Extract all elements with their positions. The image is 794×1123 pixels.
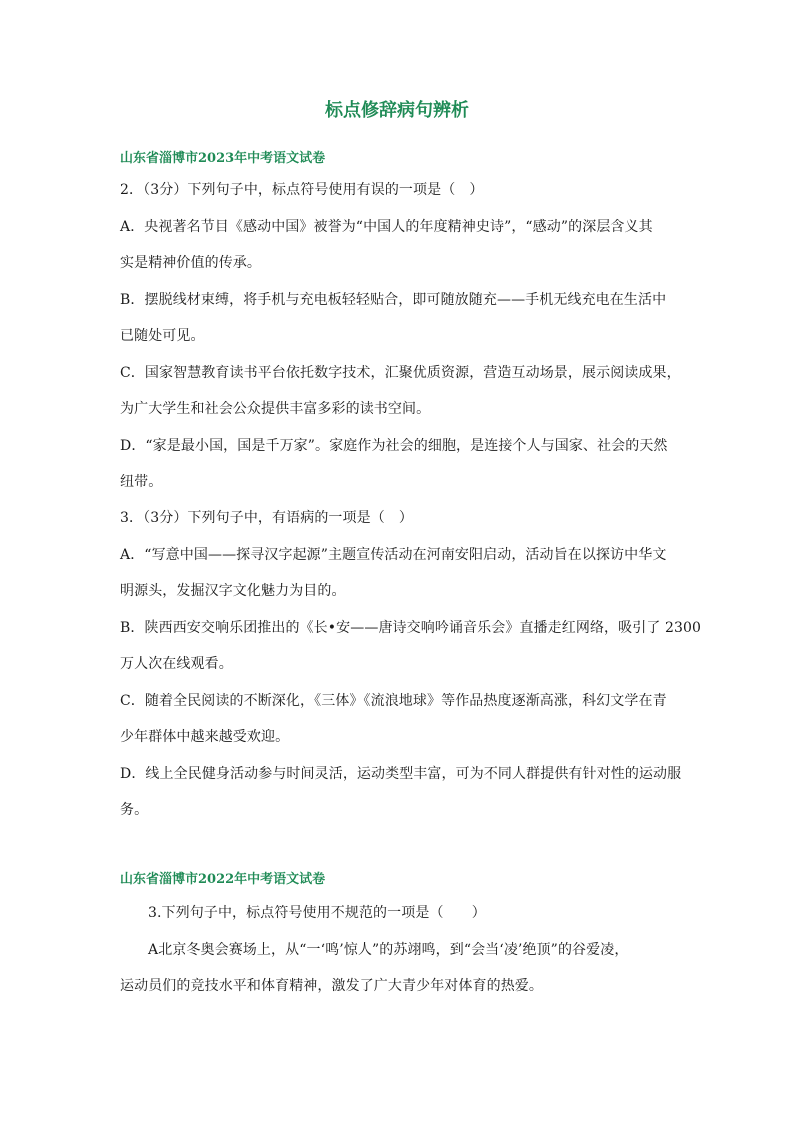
question-2022-3-stem: 3.下列句子中，标点符号使用不规范的一项是（ ） <box>148 905 486 921</box>
question-2-option-a-line2: 实是精神价值的传承。 <box>120 255 261 271</box>
question-2-option-c-line2: 为广大学生和社会公众提供丰富多彩的读书空间。 <box>120 401 431 417</box>
question-3-option-a-line2: 明源头，发掘汉字文化魅力为目的。 <box>120 583 346 599</box>
question-3-option-d-line1: D．线上全民健身活动参与时间灵活，运动类型丰富，可为不同人群提供有针对性的运动服 <box>120 766 682 782</box>
question-2022-3-option-a-line2: 运动员们的竞技水平和体育精神，激发了广大青少年对体育的热爱。 <box>120 978 543 994</box>
question-2-option-d-line1: D．“家是最小国，国是千万家”。家庭作为社会的细胞，是连接个人与国家、社会的天然 <box>120 438 668 454</box>
question-3-stem: 3．（3分）下列句子中，有语病的一项是（ ） <box>120 510 414 526</box>
question-3-option-c-line2: 少年群体中越来越受欢迎。 <box>120 729 290 745</box>
question-2022-3-option-a-line1: A北京冬奥会赛场上，从“一‘鸣’惊人”的苏翊鸣，到“会当‘凌’绝顶”的谷爱凌， <box>148 942 629 958</box>
question-3-option-b-line2: 万人次在线观看。 <box>120 656 233 672</box>
question-3-option-b-line1: B．陕西西安交响乐团推出的《长•安——唐诗交响吟诵音乐会》直播走红网络，吸引了 2300 <box>120 620 702 636</box>
question-2-stem: 2．（3分）下列句子中，标点符号使用有误的一项是（ ） <box>120 182 484 198</box>
question-3-option-a-line1: A．“写意中国——探寻汉字起源”主题宣传活动在河南安阳启动，活动旨在以探访中华文 <box>120 547 667 563</box>
question-2-option-b-line2: 已随处可见。 <box>120 328 205 344</box>
question-2-option-d-line2: 纽带。 <box>120 474 163 490</box>
page-title: 标点修辞病句辨析 <box>325 100 469 121</box>
question-2-option-b-line1: B．摆脱线材束缚，将手机与充电板轻轻贴合，即可随放随充——手机无线充电在生活中 <box>120 292 667 308</box>
question-2-option-c-line1: C．国家智慧教育读书平台依托数字技术，汇聚优质资源，营造互动场景，展示阅读成果， <box>120 365 681 381</box>
question-2-option-a-line1: A．央视著名节目《感动中国》被誉为“中国人的年度精神史诗”，“感动”的深层含义其 <box>120 219 653 235</box>
question-3-option-c-line1: C．随着全民阅读的不断深化，《三体》《流浪地球》等作品热度逐渐高涨，科幻文学在青 <box>120 693 667 709</box>
question-3-option-d-line2: 务。 <box>120 802 149 818</box>
section-source-2023: 山东省淄博市2023年中考语文试卷 <box>120 151 326 166</box>
section-source-2022: 山东省淄博市2022年中考语文试卷 <box>120 872 326 887</box>
